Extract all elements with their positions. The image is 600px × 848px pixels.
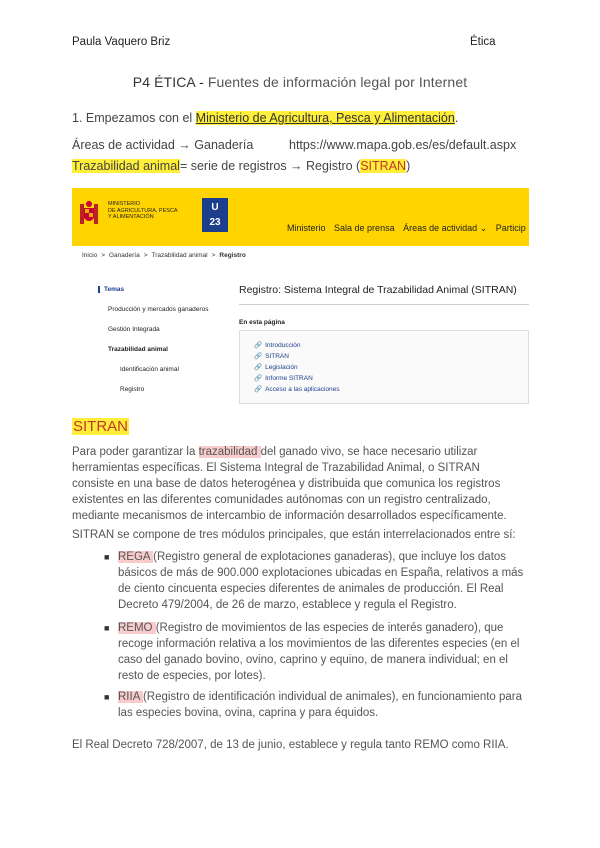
module-name: REGA xyxy=(118,551,154,563)
module-rega xyxy=(118,549,528,613)
ministry-link[interactable]: Ministerio de Agricultura, Pesca y Alimentación xyxy=(195,111,455,125)
page-link-label: Introducción xyxy=(265,342,301,349)
step1-line xyxy=(72,111,458,125)
bullet-icon: ■ xyxy=(104,552,110,562)
sitran-heading: SITRAN xyxy=(73,418,129,435)
step1-suffix: . xyxy=(454,111,459,125)
title-sub: Fuentes de información legal por Internet xyxy=(207,74,468,90)
trazabilidad-end: ) xyxy=(406,159,411,173)
ministry-line: DE AGRICULTURA, PESCA xyxy=(108,207,178,214)
breadcrumb-item[interactable]: Inicio xyxy=(82,252,98,259)
page-link[interactable] xyxy=(254,374,340,385)
link-icon: 🔗 xyxy=(254,364,263,371)
module-text: (Registro de movimientos de las especies de interés ganadero), que recoge información relativa a los movimientos de las diferentes especies (en el caso del ganado bovino, ovino, caprino y equino, de manera individual; en el resto de especies, por lotes). xyxy=(118,622,520,682)
breadcrumb: Inicio > Ganadería > Trazabilidad animal > Registro xyxy=(82,252,246,259)
link-icon: 🔗 xyxy=(254,342,263,349)
page-link[interactable] xyxy=(254,363,340,374)
nav-item-areas[interactable]: Áreas de actividad ⌄ xyxy=(403,223,488,233)
sidebar-item[interactable]: Producción y mercados ganaderos xyxy=(108,306,209,313)
sitran-inline: SITRAN xyxy=(360,159,407,173)
para1-start: Para poder garantizar la xyxy=(72,446,199,458)
ministry-url[interactable]: https://www.mapa.gob.es/es/default.aspx xyxy=(289,138,517,152)
nav-item-participa[interactable]: Particip xyxy=(495,223,526,233)
sidebar-item[interactable]: Identificación animal xyxy=(120,366,179,373)
trazabilidad-highlight: Trazabilidad animal xyxy=(72,159,180,173)
sidebar-item[interactable]: Trazabilidad animal xyxy=(108,346,168,353)
page-link-label: Acceso a las aplicaciones xyxy=(265,386,340,393)
u23-line: U xyxy=(211,202,219,213)
step1-prefix: 1. Empezamos con el xyxy=(72,111,196,125)
trazabilidad-line xyxy=(72,159,410,173)
coat-of-arms-icon xyxy=(78,200,100,228)
paragraph-modules: SITRAN se compone de tres módulos principales, que están interrelacionados entre sí: xyxy=(72,529,516,541)
ministry-line: Y ALIMENTACIÓN xyxy=(108,214,154,220)
site-page-title: Registro: Sistema Integral de Trazabilidad Animal (SITRAN) xyxy=(239,284,517,296)
nav-item-ministerio[interactable]: Ministerio xyxy=(287,223,326,233)
page-link-label: Informe SITRAN xyxy=(265,375,313,382)
bullet-icon: ■ xyxy=(104,623,110,633)
module-text: (Registro general de explotaciones ganaderas), que incluye los datos básicos de más de 900.000 explotaciones ubicadas en España, relativos a más de ciento cincuenta especies diferentes de animales de producción. El Real Decreto 479/2004, de 26 de marzo, establece y regula el Registro. xyxy=(118,551,524,611)
u23-logo xyxy=(202,198,228,232)
site-nav xyxy=(287,223,529,234)
link-icon: 🔗 xyxy=(254,375,263,382)
trazabilidad-highlight: trazabilidad xyxy=(198,446,261,458)
header-author: Paula Vaquero Briz xyxy=(72,36,171,48)
ministry-logo-text xyxy=(108,201,178,221)
paragraph-intro xyxy=(72,444,522,524)
module-text: (Registro de identificación individual de animales), en funcionamiento para las especies bovina, ovina, caprina y para équidos. xyxy=(118,691,523,719)
para1-rest: del ganado vivo, se hace necesario utilizar herramientas específicas. El Sistema Integral de Trazabilidad Animal, o SITRAN consiste en una base de datos heterogénea y distribuida que comunica los registros existentes en las diferentes comunidades autónomas con un registro centralizado, mediante mecanismos de intercambio de información desarrollados específicamente. xyxy=(72,446,507,522)
site-header xyxy=(72,188,529,246)
page-link-label: Legislación xyxy=(265,364,298,371)
breadcrumb-item[interactable]: Trazabilidad animal xyxy=(151,252,208,259)
module-name: REMO xyxy=(118,622,156,634)
paragraph-closing: El Real Decreto 728/2007, de 13 de junio, establece y regula tanto REMO como RIIA. xyxy=(72,739,509,751)
sidebar-item[interactable]: Gestión Integrada xyxy=(108,326,160,333)
breadcrumb-current: Registro xyxy=(219,252,246,259)
module-name: RIIA xyxy=(118,691,143,703)
website-screenshot xyxy=(72,188,529,410)
sidebar-temas[interactable]: Temas xyxy=(98,286,124,293)
on-this-page-box xyxy=(239,330,529,404)
page-link[interactable] xyxy=(254,352,340,363)
sidebar-item-active[interactable]: Registro xyxy=(120,386,145,393)
page-link-label: SITRAN xyxy=(265,353,289,360)
trazabilidad-middle: = serie de registros → Registro ( xyxy=(179,159,361,173)
title-divider xyxy=(239,304,529,305)
title-main: P4 ÉTICA xyxy=(132,74,196,90)
ministry-line: MINISTERIO xyxy=(108,201,141,207)
nav-item-prensa[interactable]: Sala de prensa xyxy=(334,223,395,233)
title-dash: - xyxy=(195,74,208,90)
u23-line: 23 xyxy=(209,217,221,228)
page-link[interactable] xyxy=(254,341,340,352)
bullet-icon: ■ xyxy=(104,692,110,702)
header-subject: Ética xyxy=(470,36,496,48)
page-title xyxy=(0,74,600,90)
page-link[interactable] xyxy=(254,385,340,396)
link-icon: 🔗 xyxy=(254,386,263,393)
areas-text: Áreas de actividad → Ganadería xyxy=(72,138,254,152)
module-remo xyxy=(118,620,528,684)
link-icon: 🔗 xyxy=(254,353,263,360)
breadcrumb-item[interactable]: Ganadería xyxy=(108,252,140,259)
module-riia xyxy=(118,689,528,721)
on-this-page-label: En esta página xyxy=(239,319,285,326)
